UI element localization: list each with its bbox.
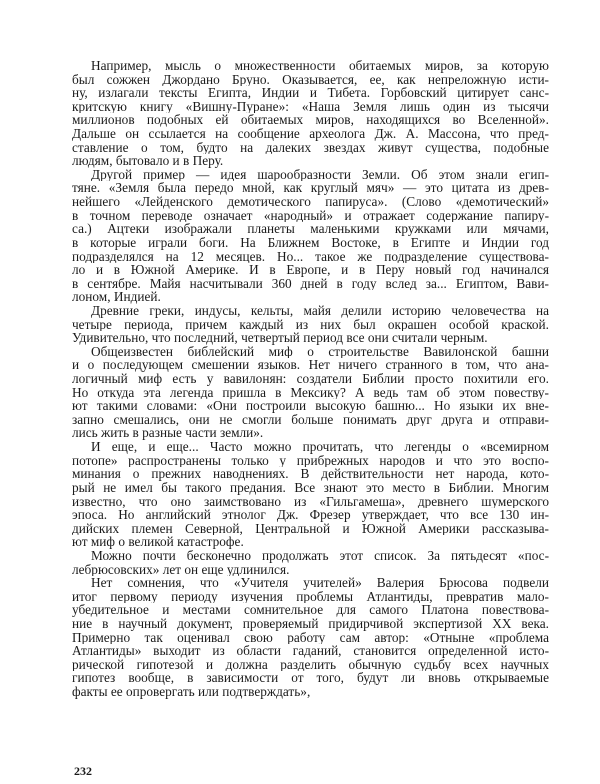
text-line: Общеизвестен библейский миф о строительстве Вавилонской башни [91,344,549,359]
paragraph [72,576,549,698]
text-line: факты ее опровергать или подтверждать», [72,685,311,699]
paragraph [72,549,549,576]
text-line: Можно почти бесконечно продолжать этот список. За пятьдесят «пос- [91,548,549,563]
text-line: эпоса. Но английский этнолог Дж. Фрезер утверждает, что все 130 ин- [72,508,549,522]
text-line: Дальше он ссылается на сообщение археолога Дж. А. Массона, что пред- [72,127,549,141]
text-line: был сожжен Джордано Бруно. Оказывается, ее, как непреложную исти- [72,72,549,87]
text-line: лоном, Индией. [72,290,161,304]
text-line: минания о прежних наводнениях. В действительности нет народа, кото- [72,467,549,481]
text-line: людям, бытовало и в Перу. [72,154,224,168]
text-line: ние в научный документ, проверяемый придирчивой экспертизой XX века. [72,616,549,631]
text-line: тяне. «Земля была передо мной, как круглый мяч» — это цитата из древ- [72,181,549,196]
paragraph [72,304,549,345]
text-line: подразделялся на 12 месяцев. Но... такое же подразделение существова- [72,249,549,264]
paragraph [72,168,549,304]
text-line: Удивительно, что последний, четвертый период все они считали черным. [72,331,488,345]
text-line: и о последующем смешении языков. Нет ничего странного в том, что ана- [72,358,549,373]
text-line: запно смешались, они не смогли больше понимать друг друга и отправи- [72,412,549,427]
text-line: Но откуда эта легенда пришла в Мексику? А ведь там об этом повеству- [72,385,549,400]
text-line: дийских племен Северной, Центральной и Южной Америки рассказыва- [72,521,549,536]
text-line: лебрюсовских» лет он еще удлинился. [72,562,290,577]
text-line: итог первому периоду изучения проблемы Атлантиды, превратив мало- [72,589,549,604]
text-line: И еще, и еще... Часто можно прочитать, что легенды о «всемирном [91,440,549,454]
page-body-text [72,59,549,699]
text-line: в сентябре. Майя насчитывали 360 дней в году вслед за... Египтом, Вави- [72,276,549,291]
page-number: 232 [74,764,92,778]
text-line: миллионов подобных ей обитаемых миров, находящихся во Вселенной». [72,113,549,128]
text-line: рый не имел бы такого предания. Все знают это место в Библии. Многим [72,480,549,495]
text-line: ставление о том, будто на далеких звездах живут существа, подобные [72,140,549,155]
text-line: Древние греки, индусы, кельты, майя делили историю человечества на [91,303,549,318]
text-line: в точном переводе означает «народный» и отражает содержание папиру- [72,208,549,223]
text-line: логичный миф есть у вавилонян: создатели Библии просто похитили его. [72,372,549,386]
text-line: са.) Ацтеки изображали планеты маленькими кружками или мячами, [72,222,549,236]
text-line: ют такими словами: «Они построили высокую башню... Но языки их вне- [72,399,549,413]
text-line: в которые играли боги. На Ближнем Востоке, в Египте и Индии год [72,235,549,250]
text-line: известно, что оно заимствовано из «Гильгамеша», древнего шумерского [72,494,549,509]
text-line: четыре периода, причем каждый из них был окрашен особой краской. [72,317,549,332]
text-line: Например, мысль о множественности обитаемых миров, за которую [91,59,549,73]
text-line: рической гипотезой и должна разделить обычную судьбу всех научных [72,657,549,672]
text-line: критскую книгу «Вишну-Пуране»: «Наша Земля лишь один из тысячи [72,99,549,114]
text-line: ло и в Южной Америке. И в Европе, и в Перу новый год начинался [72,263,549,277]
paragraph [72,440,549,549]
text-line: Другой пример — идея шарообразности Земли. Об этом знали егип- [91,167,549,182]
text-line: потопе» распространены только у прибрежных народов и что это воспо- [72,453,549,468]
text-line: убедительное и местами сомнительное для самого Платона повествова- [72,603,549,617]
text-line: Нет сомнения, что «Учителя учителей» Валерия Брюсова подвели [91,576,549,590]
paragraph [72,59,549,168]
text-line: ют миф о великой катастрофе. [72,535,244,549]
text-line: лись жить в разные части земли». [72,426,264,441]
text-line: нейшего «Лейденского демотического папируса». (Слово «демотический» [72,195,549,209]
text-line: Атлантиды» выходит из области гаданий, становится определенной исто- [72,644,549,658]
text-line: ну, излагали тексты Египта, Индии и Тибета. Горбовский цитирует санс- [72,86,549,100]
text-line: гипотез вообще, в зависимости от того, будут ли вновь открываемые [72,671,549,686]
paragraph [72,345,549,440]
text-line: Примерно так оценивал свою работу сам автор: «Отныне «проблема [72,630,549,645]
